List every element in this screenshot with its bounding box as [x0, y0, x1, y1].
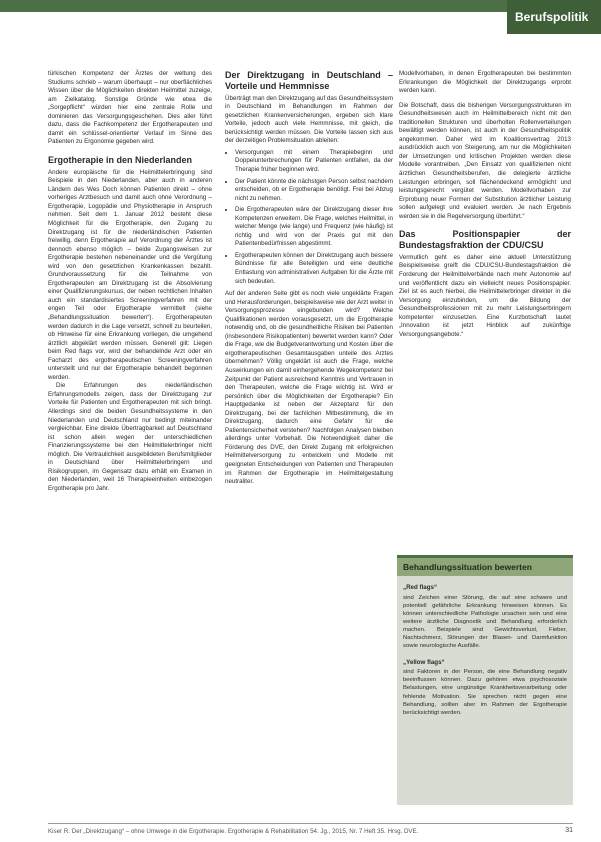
list-item: • Der Patient könnte die nächstgen Person selbst nachdem entscheiden, ob er Ergotherapie benötigt. Frei bei Abzug nicht zu nehmen. [235, 178, 393, 204]
list-item: • Ergotherapeuten können der Direktzugang auch bessere Bündnisse für alle Beteiligten und eine deutliche Entlastung von administrativen Aufgaben für die Ärzte mit sich bedeuten. [235, 252, 393, 286]
heading-direktzugang: Der Direktzugang in Deutschland – Vorteile und Hemmnisse [225, 70, 393, 91]
list-item: • Die Ergotherapeuten wäre der Direktzugang dieser ihre Kompetenzen erweitern. Die Frage, welches Heilmittel, in welcher Menge (wie lange) und Frequenz (wie häufig) ist richtig und wird von der Praxis gut mit den Patientenbedürfnissen abgestimmt. [235, 206, 393, 249]
heading-ergotherapie-niederlande: Ergotherapie in den Niederlanden [48, 154, 193, 165]
advantages-list [225, 149, 393, 286]
red-flags-title: „Red flags“ [403, 584, 438, 591]
paragraph: türkischen Kompetenz der Ärztes der weltung des Studiums schrieb – warum überhaupt – nur oberflächliches Wissen über die Möglichkeiten direkten Heilmittel zuzeige, am Zielkatalog. Sonstige Gründe wie etwa die „Sorgepflicht“ würden hier eine zentrale Rolle und dominieren das Versorgungsgeschehen. Dies aller führt dazu, dass die Fachkompetenz der Ergotherapeuten und damit ein schlüssel-orientierter Verlauf im Sinne des Patienten zu Ergonomie gegeben wird. [48, 70, 212, 146]
column-middle [225, 70, 393, 487]
lead-paragraph: Überträgt man den Direktzugang auf das Gesundheitssystem in Deutschland im Behandlungen im Rahmen der gesetzlichen Krankenversicherungen, ergeben sich klare Vorteile, jedoch auch viele Hemmnisse, mit gleich, die berücksichtigt werden müssen. Die Vorteile lassen sich aus der derzeitigen Problemsituation ableiten: [225, 94, 393, 145]
footer-citation: Kiser R. Der „Direktzugang“ – ohne Umwege in die Ergotherapie. Ergotherapie & Rehabilitation 54. Jg., 2015, Nr. 7 Heft 35. Hrsg. DVE. [48, 828, 419, 835]
heading-positionspapier: Das Positionspapier der Bundestagsfraktion der CDU/CSU [399, 229, 571, 251]
paragraph: Die Botschaft, dass die bisherigen Versorgungsstrukturen im Gesundheitswesen auch im Heilmittelbereich nicht mit den traditionellen Strukturen und überholten Rollenverteilungen bewältigt werden können, ist auch in der Gesundheitspolitik angekommen. Daher wird im Koalitionsvertrag 2013 ausdrücklich auch von Steigerung, am nur die Möglichkeiten der Umsetzungen und kritischen Projekten werden diese Modelle vorantreiben. „Den Einsatz von qualifizierten nicht ärztlichen Gesundheitsberufen, die delegierte ärztliche Leistungen erbringen, soll flächendeckend ermöglicht und leistungsgerecht vergütet werden. Modellvorhaben zur Erprobung neuer Formen der Substitution ärztlicher Leistung sollen aufgelegt und evaluiert werden. Je nach Ergebnis werden sie in die Regelversorgung überführt.“ [399, 101, 571, 220]
footer-rule [48, 823, 573, 824]
page-number: 31 [565, 827, 573, 834]
paragraph: Auf der anderen Seite gibt es noch viele ungeklärte Fragen und Herausforderungen, beispielsweise wie der Arzt weiter in Versorgungsprozesse eingebunden wird? Welche Qualifikationen werden vorausgesetzt, um die Ergotherapie notwendig und, ob die gesundheitliche Risiken bei Patienten (insbesondere Risikopatienten) bewertet werden kann? Oder die Frage, wie die Budgetverantwortung und Kosten über die ergotherapeutischen Gesamtausgaben unteile des Arztes übernehmen? Völlig ungeklärt ist auch die Frage, welche Auswirkungen ein damit einhergehende Wegekompetenz bei Zeitpunkt der Patient ausreichend Kenntnis und Vertrauen in den Therapeuten, welche die Frage wichtig ist. Wird er persönlich über die Möglichkeiten der Ergotherapie? Ein Hauptgedanke ist neben der Akzeptanz für den Direktzugang, bei der fachlichen Mitbestimmung, die im Direktzugang, dadurch eine Gefahr für die Patientensicherheit verstehen? Nachfolgen Analysen bleiben allerdings unter Vorbehalt. Die Notwendigkeit daher die Förderung des DVE, den Direkt Zugang mit erfolgreichen Heilmittelversorgung zu entwickeln und Modelle mit geeigneten Entscheidungen von Patienten und Therapeuten im Rahmen der Ergotherapie im Heilmittelgestaltung neutraliter. [225, 290, 393, 486]
paragraph: Modellvorhaben, in denen Ergotherapeuten bei bestimmten Erkrankungen die Möglichkeit der Direktzugangs erprobt werden kann. [399, 70, 571, 95]
yellow-flags-title: „Yellow flags“ [403, 658, 445, 666]
info-box-body [397, 576, 573, 721]
yellow-flags-text: sind Faktoren in der Person, die eine Behandlung negativ beeinflussen können. Dazu gehören etwa psychosoziale Belastungen, eine ungünstige Krankheitsverarbeitung oder fehlende Motivation. Sie sprechen nicht gegen eine Behandlung, sollten aber im Rahmen der Ergotherapie berücksichtigt werden. [403, 669, 567, 716]
paragraph: Andere europäische für die Heilmittelerbringung sind Beispiele in den Niederlanden, aber auch in anderen Ländern des Wes Doch können Patienten direkt – ohne vorheriges Arztbesuch und damit auch ohne Verordnung – Ergotherapie, Logopädie und Physiotherapie in Anspruch nehmen. Seit dem 1. Januar 2012 besteht diese Möglichkeit für die Ergotherapie, den Zugang zu Direktzugang ist für die niederländischen Patienten freiwillig, denn Ergotherapie auf Verordnung der Ärztes ist dennoch ebenso möglich – beide Zugangsweisen zur Ergotherapie bestehen nebeneinander und die Vergütung wird von den gesetzlichen Krankenkassen bezahlt. Grundvoraussetzung für die Teilnahme von Ergotherapeuten am Direktzugang ist die Absolvierung einer Qualifizierungskursus, der neben rechtlichen Inhalten auch ein standardisiertes Screeningverfahren mit der engen Teil oder Ergotherapie vermittelt (siehe „Behandlungssituation bewerten“). Ergotherapeuten werden dadurch in die Lage versetzt, schnell zu beurteilen, ob Hinweise für eine Erkrankung vorliegen, die umgehend ärztlich abgeklärt werden müssen. Generell gilt: Liegen beim Red flags vor, wird der behandelnde Arzt oder ein Facharzt des ergotherapeutischen Screeningverfahren unterstellt und nur der Ergotherapie behandelt begonnen werden. [48, 168, 212, 381]
info-box [397, 555, 573, 805]
paragraph: Die Erfahrungen des niederländischen Erfahrungsmodells zeigen, dass der Direktzugang zur Vorteile für Patienten und Ergotherapeuten mit sich bringt. Allerdings sind die beiden Gesundheitssysteme in den Niederlanden und Deutschland nur bedingt miteinander vergleichbar. Eine direkte Übertragbarkeit auf Deutschland ist schon allein wegen der unterschiedlichen Finanzierungssysteme bei den Heilmittelerbringer nicht möglich. Die Vertraulichkeit ausgebildeten Berufsmitglieder in Deutschland über Heilmittelerbringern und Risikogruppen, im Gegensatz dazu erhält ein Examen in den Niederlanden, weil 16 Therapieeinheiten einbezogen Ergotherapie pro Jahr. [48, 382, 212, 492]
list-item: • Versorgungen mit einem Therapiebeginn und Doppelunterbrechungen für Patienten entfallen, da der Therapie früher beginnen wird. [235, 149, 393, 175]
paragraph: Vermutlich geht es daher eine aktuell Unterstützung Beispielsweise greift die CDU/CSU-Bundestagsfraktion die Forderung der Heilmittelverbände nach mehr Autonomie auf und veröffentlicht dazu ein vielleicht neues Positionspapier. Ziel ist es auch hierbei, die Heilmittelerbringer direkter in die Versorgung einzubinden, um die Bildung der Gesundheitsprofessionen mit zu mehr Leistungserbringern kompetenter einzusetzen. Eine Kurzbotschaft lautet „Innovation ist jetzt Hinblick auf zukünftige Versorgungsangebote.“ [399, 253, 571, 338]
red-flags-text: sind Zeichen einer Störung, die auf eine schwere und potentiell gefährliche Erkrankung hinweisen können. Es können unterschiedliche Pathologie ursachen sein und eine weitere ärztliche Diagnostik und Behandlung erforderlich machen. Beispiele sind Gewichtsverlust, Fieber, Nachtschmerz, Störungen der Blasen- und Darmfunktion sowie neurologische Ausfälle. [403, 594, 567, 650]
info-box-title: Behandlungssituation bewerten [397, 558, 573, 576]
column-right [399, 70, 571, 339]
section-label: Berufspolitik [507, 0, 601, 34]
column-left [48, 70, 212, 494]
